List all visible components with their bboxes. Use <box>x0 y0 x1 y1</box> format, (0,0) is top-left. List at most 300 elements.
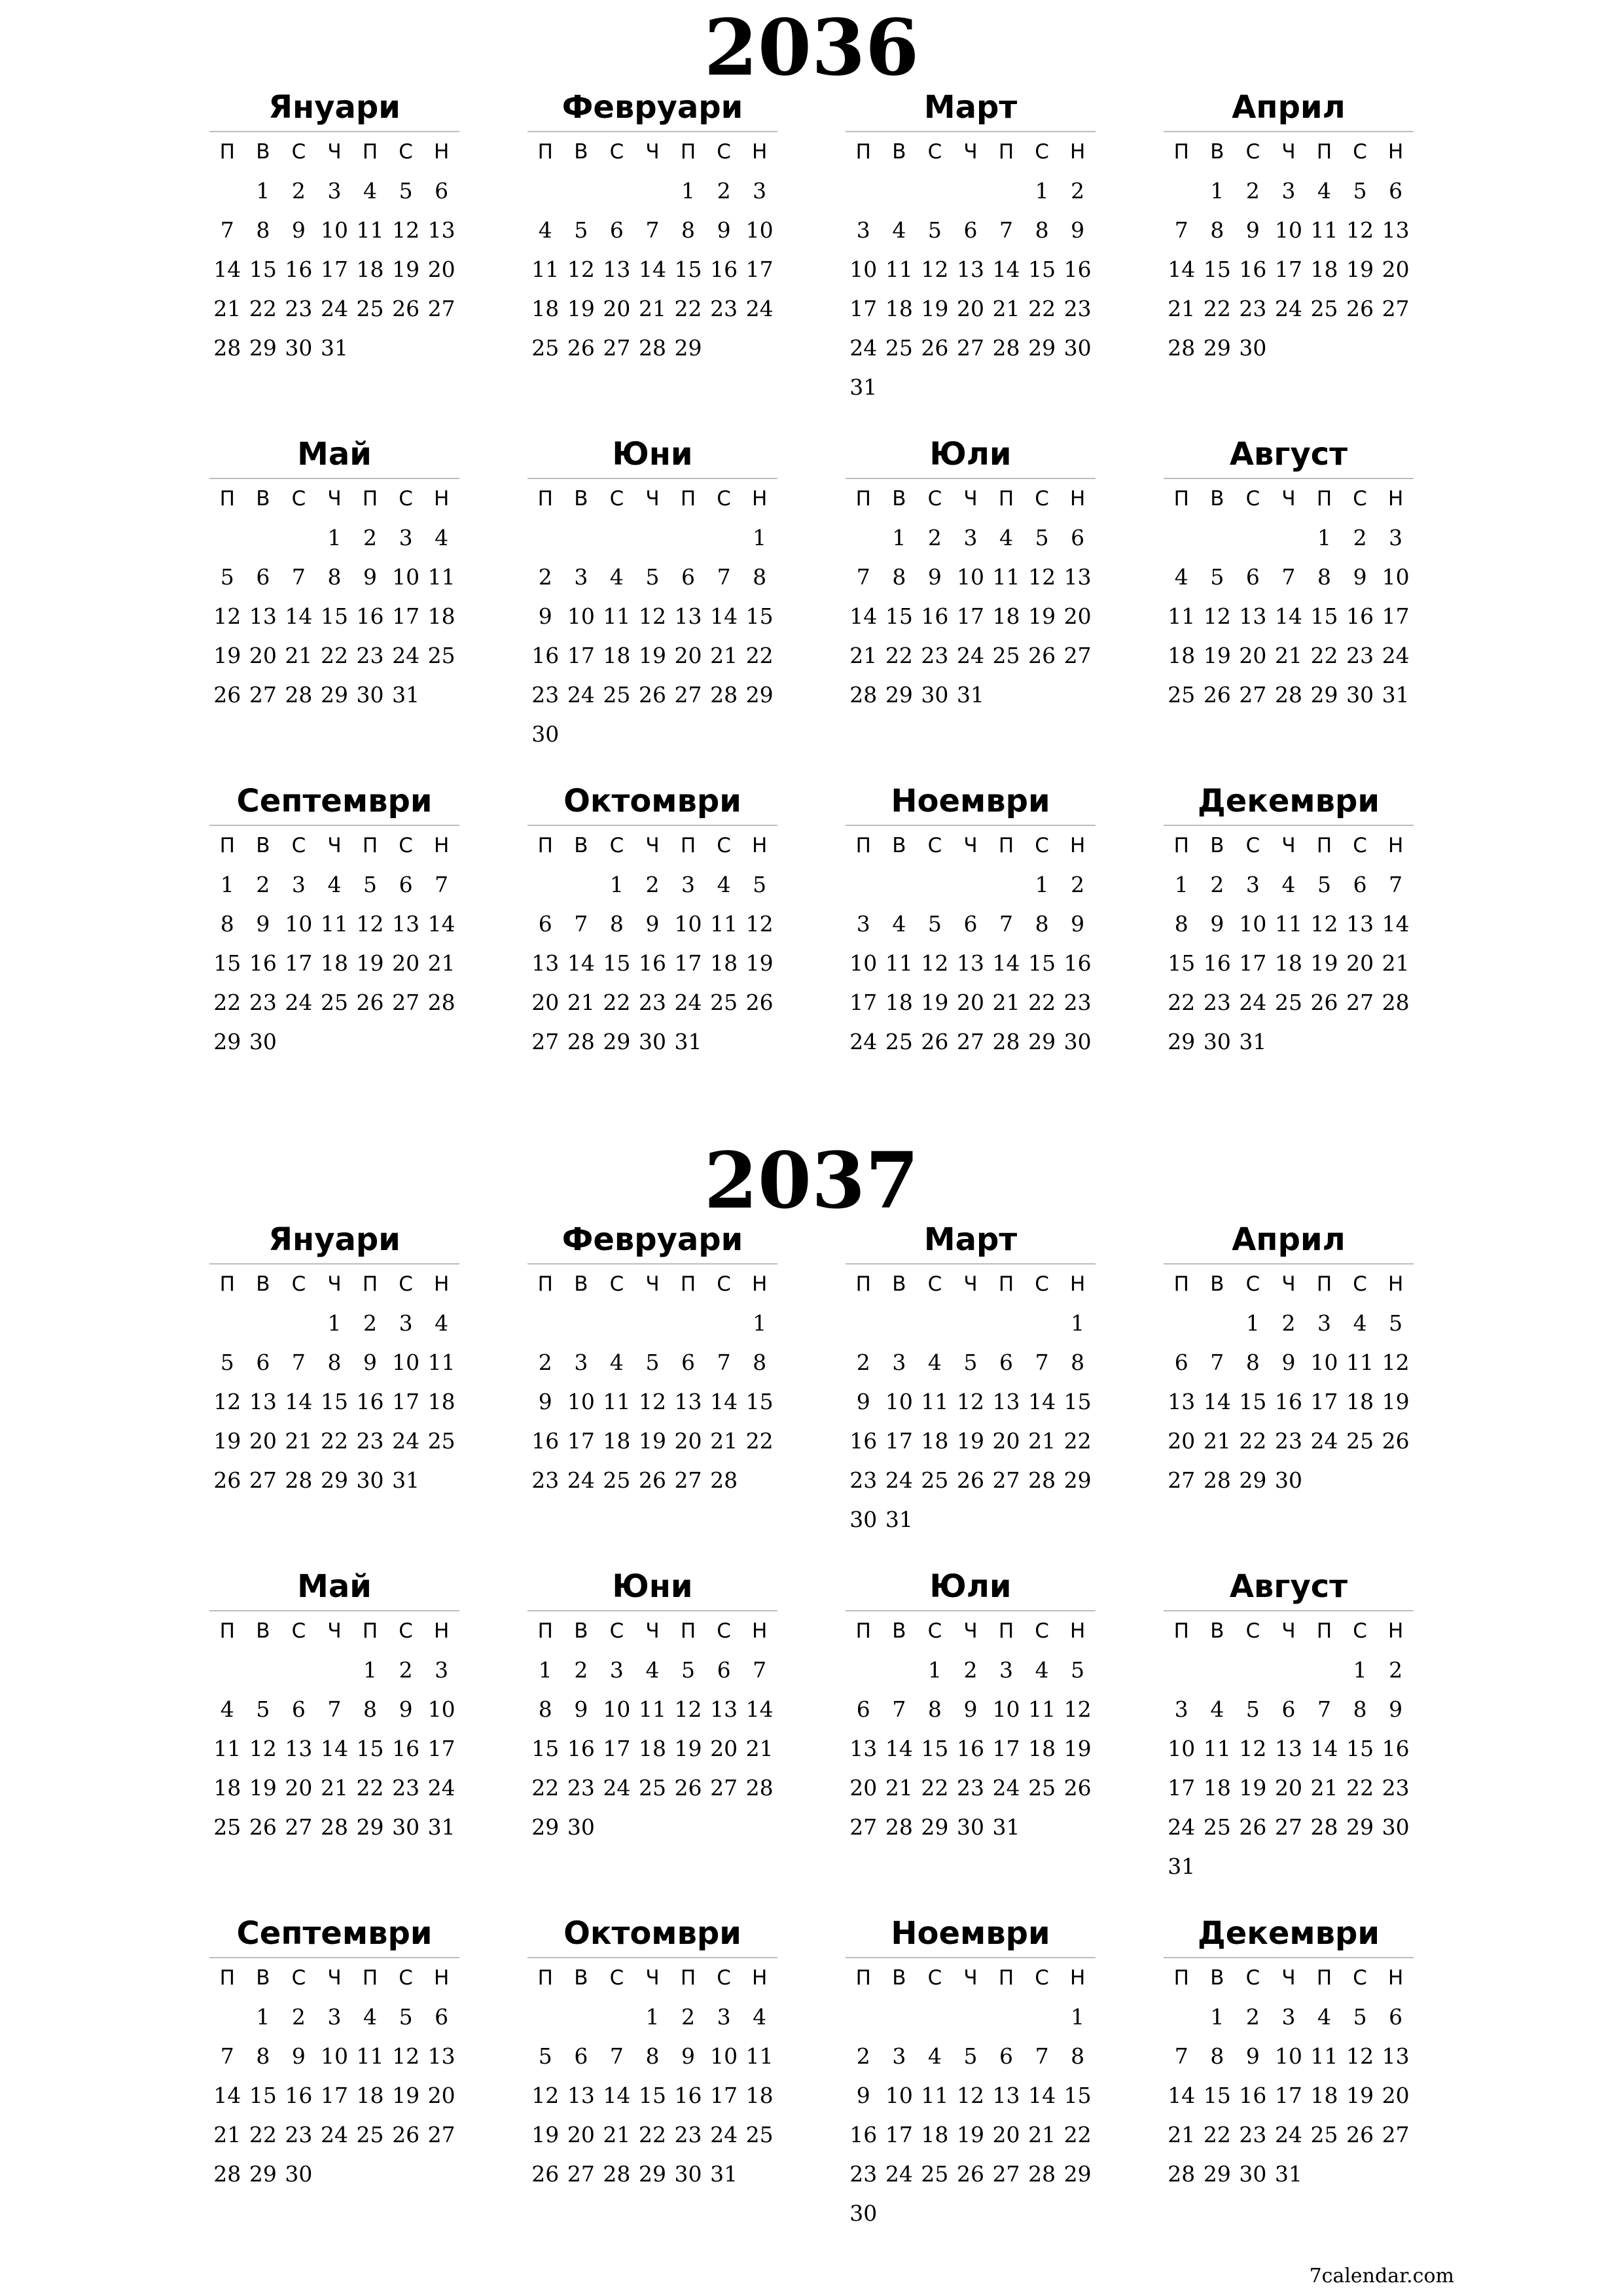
day-cell: 4 <box>892 911 906 937</box>
empty-day-cell <box>209 171 245 211</box>
day-cell: 15 <box>1239 1389 1267 1414</box>
day-cell: 27 <box>956 335 984 361</box>
day-cell: 6 <box>963 911 978 937</box>
day-cell: 7 <box>291 564 306 590</box>
day-cell: 25 <box>531 335 560 361</box>
day-cell: 14 <box>710 1389 738 1414</box>
week-row <box>1164 558 1414 597</box>
day-cell: 27 <box>427 2122 455 2147</box>
weekday-label: Ч <box>963 1619 978 1643</box>
day-cell: 8 <box>256 2043 270 2069</box>
day-cell: 21 <box>1274 643 1302 668</box>
weekday-label: В <box>256 834 270 857</box>
weekday-label: Н <box>752 1272 768 1296</box>
day-cell: 7 <box>856 564 870 590</box>
day-cell: 27 <box>674 1467 702 1493</box>
day-cell: 17 <box>1274 2083 1302 2108</box>
day-cell: 20 <box>710 1736 738 1761</box>
weekday-label: Н <box>1070 140 1086 164</box>
month-block <box>846 1915 1096 2233</box>
weekday-label: Н <box>752 1619 768 1643</box>
day-cell: 13 <box>249 603 277 629</box>
day-cell: 8 <box>753 564 767 590</box>
weekday-label: П <box>855 140 871 164</box>
day-cell: 18 <box>1310 257 1338 282</box>
week-row <box>209 1022 459 1062</box>
day-cell: 13 <box>674 603 702 629</box>
day-cell: 26 <box>638 682 666 708</box>
day-cell: 24 <box>885 1467 913 1493</box>
day-cell: 5 <box>681 1657 696 1683</box>
day-cell: 28 <box>849 682 878 708</box>
day-cell: 24 <box>1382 643 1410 668</box>
day-cell: 20 <box>1346 950 1374 976</box>
week-row <box>846 1343 1096 1382</box>
day-cell: 26 <box>1028 643 1056 668</box>
day-cell: 24 <box>320 296 348 321</box>
day-cell: 11 <box>427 564 455 590</box>
month-block <box>209 785 459 1062</box>
day-cell: 8 <box>256 217 270 243</box>
empty-day-cell <box>846 1304 882 1343</box>
weekday-header <box>1164 479 1414 518</box>
day-cell: 13 <box>285 1736 313 1761</box>
day-cell: 19 <box>1239 1775 1267 1801</box>
day-cell: 24 <box>567 1467 595 1493</box>
weekday-label: С <box>927 487 942 511</box>
empty-day-cell <box>599 518 635 558</box>
day-cell: 7 <box>327 1696 342 1722</box>
day-cell: 3 <box>892 2043 906 2069</box>
day-cell: 6 <box>1389 178 1403 204</box>
weekday-label: Н <box>434 1619 450 1643</box>
day-cell: 28 <box>992 1029 1020 1054</box>
day-cell: 19 <box>745 950 774 976</box>
day-cell: 8 <box>1071 2043 1085 2069</box>
day-cell: 23 <box>1239 296 1267 321</box>
day-cell: 6 <box>717 1657 731 1683</box>
month-name: Юни <box>612 1568 693 1605</box>
empty-day-cell <box>635 518 671 558</box>
weekday-header <box>209 1611 459 1651</box>
day-cell: 10 <box>849 950 878 976</box>
day-cell: 25 <box>427 1428 455 1454</box>
empty-day-cell <box>209 518 245 558</box>
month-name: Април <box>1232 89 1346 126</box>
day-cell: 22 <box>674 296 702 321</box>
empty-day-cell <box>1306 1461 1342 1500</box>
day-cell: 13 <box>1063 564 1092 590</box>
empty-day-cell <box>1342 1022 1378 1062</box>
day-cell: 5 <box>1035 525 1049 550</box>
empty-day-cell <box>953 1500 989 1539</box>
day-cell: 13 <box>992 2083 1020 2108</box>
empty-day-cell <box>670 1808 706 1847</box>
day-cell: 10 <box>603 1696 631 1722</box>
empty-day-cell <box>1271 1022 1307 1062</box>
day-cell: 21 <box>992 296 1020 321</box>
day-cell: 4 <box>753 2004 767 2030</box>
day-cell: 6 <box>963 217 978 243</box>
weekday-header <box>1164 132 1414 171</box>
weekday-header <box>209 1265 459 1304</box>
day-cell: 11 <box>603 1389 631 1414</box>
day-cell: 13 <box>427 217 455 243</box>
day-cell: 29 <box>921 1814 949 1840</box>
weekday-label: П <box>1316 1619 1332 1643</box>
week-row <box>209 1304 459 1343</box>
empty-day-cell <box>706 1022 742 1062</box>
day-cell: 6 <box>435 178 449 204</box>
day-cell: 27 <box>603 335 631 361</box>
empty-day-cell <box>388 1022 424 1062</box>
day-cell: 1 <box>538 1657 552 1683</box>
weekday-label: Н <box>434 140 450 164</box>
day-cell: 17 <box>674 950 702 976</box>
day-cell: 15 <box>603 950 631 976</box>
week-row <box>209 2115 459 2155</box>
day-cell: 1 <box>220 872 234 897</box>
empty-day-cell <box>1164 1998 1200 2037</box>
empty-day-cell <box>1378 1461 1414 1500</box>
weekday-label: П <box>855 1966 871 1990</box>
day-cell: 15 <box>213 950 241 976</box>
day-cell: 3 <box>856 217 870 243</box>
day-cell: 2 <box>963 1657 978 1683</box>
weekday-label: С <box>291 1619 306 1643</box>
week-row <box>527 1022 777 1062</box>
day-cell: 1 <box>927 1657 942 1683</box>
month-name: Юли <box>929 436 1012 473</box>
week-row <box>1164 1651 1414 1690</box>
day-cell: 8 <box>753 1350 767 1375</box>
month-block <box>209 1221 459 1500</box>
day-cell: 9 <box>1071 911 1085 937</box>
day-cell: 14 <box>1382 911 1410 937</box>
weekday-label: П <box>680 140 696 164</box>
weekday-label: Н <box>1388 1272 1404 1296</box>
empty-day-cell <box>563 715 599 754</box>
day-cell: 25 <box>1310 2122 1338 2147</box>
day-cell: 21 <box>1168 296 1196 321</box>
day-cell: 21 <box>1310 1775 1338 1801</box>
empty-day-cell <box>1200 1651 1236 1690</box>
day-cell: 13 <box>392 911 420 937</box>
day-cell: 17 <box>992 1736 1020 1761</box>
weekday-header <box>846 1958 1096 1998</box>
day-cell: 11 <box>992 564 1020 590</box>
day-cell: 6 <box>1353 872 1367 897</box>
weekday-label: С <box>717 140 731 164</box>
day-cell: 2 <box>1389 1657 1403 1683</box>
weekday-label: Ч <box>327 140 342 164</box>
empty-day-cell <box>706 329 742 368</box>
weekday-label: П <box>537 1966 553 1990</box>
empty-day-cell <box>846 1998 882 2037</box>
day-cell: 29 <box>249 2161 277 2187</box>
weekday-header <box>527 826 777 865</box>
empty-day-cell <box>599 715 635 754</box>
day-cell: 26 <box>392 2122 420 2147</box>
week-row <box>209 865 459 905</box>
month-block <box>846 1568 1096 1847</box>
day-cell: 30 <box>392 1814 420 1840</box>
weekday-label: П <box>219 140 235 164</box>
weekday-label: Ч <box>645 1272 660 1296</box>
day-cell: 7 <box>645 217 660 243</box>
weekday-label: П <box>219 1966 235 1990</box>
empty-day-cell <box>882 2194 918 2233</box>
week-row <box>846 2076 1096 2115</box>
day-cell: 26 <box>1239 1814 1267 1840</box>
week-row <box>1164 329 1414 368</box>
day-cell: 19 <box>1203 643 1231 668</box>
day-cell: 22 <box>745 1428 774 1454</box>
empty-day-cell <box>209 1651 245 1690</box>
empty-day-cell <box>1378 2155 1414 2194</box>
day-cell: 27 <box>1382 2122 1410 2147</box>
empty-day-cell <box>706 1808 742 1847</box>
weekday-header <box>1164 826 1414 865</box>
day-cell: 22 <box>249 296 277 321</box>
weekday-label: П <box>1316 1966 1332 1990</box>
month-name: Декември <box>1197 783 1380 819</box>
week-row <box>527 2155 777 2194</box>
day-cell: 18 <box>921 2122 949 2147</box>
day-cell: 17 <box>956 603 984 629</box>
day-cell: 20 <box>1063 603 1092 629</box>
day-cell: 15 <box>921 1736 949 1761</box>
day-cell: 9 <box>399 1696 413 1722</box>
day-cell: 1 <box>1071 2004 1085 2030</box>
day-cell: 17 <box>885 1428 913 1454</box>
day-cell: 25 <box>1168 682 1196 708</box>
weekday-label: С <box>609 487 624 511</box>
weekday-label: П <box>680 1619 696 1643</box>
day-cell: 11 <box>638 1696 666 1722</box>
month-block <box>846 785 1096 1062</box>
day-cell: 12 <box>1063 1696 1092 1722</box>
day-cell: 15 <box>249 2083 277 2108</box>
weekday-label: П <box>219 834 235 857</box>
day-cell: 23 <box>710 296 738 321</box>
week-row <box>209 983 459 1022</box>
weekday-label: Ч <box>645 1966 660 1990</box>
day-cell: 31 <box>849 374 878 400</box>
day-cell: 7 <box>1389 872 1403 897</box>
day-cell: 8 <box>1174 911 1188 937</box>
month-name: Октомври <box>563 1915 741 1952</box>
day-cell: 4 <box>1353 1310 1367 1336</box>
day-cell: 2 <box>1071 872 1085 897</box>
day-cell: 5 <box>645 1350 660 1375</box>
day-cell: 22 <box>356 1775 384 1801</box>
month-block <box>1164 1915 1414 2194</box>
day-cell: 11 <box>356 2043 384 2069</box>
day-cell: 5 <box>256 1696 270 1722</box>
day-cell: 24 <box>1310 1428 1338 1454</box>
day-cell: 19 <box>638 1428 666 1454</box>
day-cell: 27 <box>1346 990 1374 1015</box>
month-name: Ноември <box>891 783 1050 819</box>
empty-day-cell <box>741 329 777 368</box>
day-cell: 2 <box>856 1350 870 1375</box>
empty-day-cell <box>1306 329 1342 368</box>
week-row <box>846 1729 1096 1768</box>
month-block <box>209 89 459 368</box>
day-cell: 14 <box>992 257 1020 282</box>
day-cell: 18 <box>885 296 913 321</box>
day-cell: 7 <box>1317 1696 1332 1722</box>
weekday-header <box>209 1958 459 1998</box>
day-cell: 13 <box>956 950 984 976</box>
day-cell: 29 <box>674 335 702 361</box>
weekday-label: В <box>892 834 906 857</box>
weekday-label: П <box>1173 140 1189 164</box>
empty-day-cell <box>1235 1847 1271 1886</box>
weekday-label: Н <box>1388 140 1404 164</box>
empty-day-cell <box>1164 1651 1200 1690</box>
day-cell: 27 <box>249 682 277 708</box>
day-cell: 24 <box>392 1428 420 1454</box>
day-cell: 4 <box>1174 564 1188 590</box>
day-cell: 18 <box>1203 1775 1231 1801</box>
empty-day-cell <box>917 171 953 211</box>
day-cell: 9 <box>1281 1350 1296 1375</box>
day-cell: 1 <box>1317 525 1332 550</box>
empty-day-cell <box>670 518 706 558</box>
day-cell: 24 <box>392 643 420 668</box>
day-cell: 23 <box>849 1467 878 1493</box>
weekday-label: П <box>998 487 1014 511</box>
day-cell: 6 <box>856 1696 870 1722</box>
empty-day-cell <box>635 1304 671 1343</box>
day-cell: 26 <box>1310 990 1338 1015</box>
weekday-label: С <box>717 1619 731 1643</box>
day-cell: 6 <box>1071 525 1085 550</box>
day-cell: 9 <box>1071 217 1085 243</box>
day-cell: 17 <box>285 950 313 976</box>
week-row <box>527 329 777 368</box>
day-cell: 14 <box>745 1696 774 1722</box>
day-cell: 1 <box>1174 872 1188 897</box>
empty-day-cell <box>953 368 989 407</box>
day-cell: 3 <box>1281 178 1296 204</box>
day-cell: 5 <box>1071 1657 1085 1683</box>
day-cell: 8 <box>327 564 342 590</box>
day-cell: 4 <box>717 872 731 897</box>
weekday-label: С <box>1353 487 1367 511</box>
week-row <box>1164 1690 1414 1729</box>
empty-day-cell <box>953 1998 989 2037</box>
week-row <box>846 1304 1096 1343</box>
week-row <box>1164 211 1414 250</box>
day-cell: 1 <box>1035 178 1049 204</box>
week-row <box>846 1461 1096 1500</box>
day-cell: 26 <box>745 990 774 1015</box>
empty-day-cell <box>846 518 882 558</box>
day-cell: 7 <box>1174 217 1188 243</box>
weekday-label: С <box>1353 834 1367 857</box>
empty-day-cell <box>1378 1847 1414 1886</box>
day-cell: 4 <box>327 872 342 897</box>
empty-day-cell <box>846 865 882 905</box>
week-row <box>846 1651 1096 1690</box>
day-cell: 29 <box>1028 1029 1056 1054</box>
day-cell: 6 <box>681 564 696 590</box>
empty-day-cell <box>1271 329 1307 368</box>
day-cell: 28 <box>285 1467 313 1493</box>
day-cell: 11 <box>921 1389 949 1414</box>
day-cell: 26 <box>1063 1775 1092 1801</box>
week-row <box>209 2037 459 2076</box>
day-cell: 23 <box>285 2122 313 2147</box>
day-cell: 26 <box>956 2161 984 2187</box>
week-row <box>1164 1729 1414 1768</box>
day-cell: 13 <box>1239 603 1267 629</box>
day-cell: 6 <box>1389 2004 1403 2030</box>
weekday-label: В <box>1210 1272 1224 1296</box>
day-cell: 21 <box>885 1775 913 1801</box>
day-cell: 2 <box>256 872 270 897</box>
day-cell: 12 <box>956 2083 984 2108</box>
day-cell: 6 <box>681 1350 696 1375</box>
month-block <box>209 1915 459 2194</box>
day-cell: 14 <box>1310 1736 1338 1761</box>
day-cell: 22 <box>921 1775 949 1801</box>
day-cell: 12 <box>638 1389 666 1414</box>
day-cell: 17 <box>567 643 595 668</box>
day-cell: 31 <box>320 335 348 361</box>
day-cell: 19 <box>956 1428 984 1454</box>
month-name: Юли <box>929 1568 1012 1605</box>
week-row <box>846 1422 1096 1461</box>
empty-day-cell <box>988 368 1024 407</box>
day-cell: 14 <box>285 603 313 629</box>
day-cell: 8 <box>1071 1350 1085 1375</box>
weekday-label: С <box>1245 1272 1260 1296</box>
day-cell: 29 <box>1063 1467 1092 1493</box>
week-row <box>209 1461 459 1500</box>
empty-day-cell <box>423 1461 459 1500</box>
week-row <box>846 597 1096 636</box>
day-cell: 16 <box>567 1736 595 1761</box>
day-cell: 28 <box>1168 2161 1196 2187</box>
day-cell: 15 <box>356 1736 384 1761</box>
day-cell: 9 <box>717 217 731 243</box>
day-cell: 19 <box>1346 257 1374 282</box>
day-cell: 17 <box>392 603 420 629</box>
empty-day-cell <box>599 1304 635 1343</box>
day-cell: 28 <box>567 1029 595 1054</box>
day-cell: 26 <box>921 335 949 361</box>
day-cell: 11 <box>1310 2043 1338 2069</box>
day-cell: 3 <box>609 1657 624 1683</box>
day-cell: 2 <box>574 1657 588 1683</box>
day-cell: 5 <box>399 178 413 204</box>
day-cell: 26 <box>674 1775 702 1801</box>
day-cell: 12 <box>213 603 241 629</box>
week-row <box>1164 2076 1414 2115</box>
weekday-label: П <box>537 834 553 857</box>
day-cell: 6 <box>538 911 552 937</box>
empty-day-cell <box>1024 1808 1060 1847</box>
day-cell: 17 <box>567 1428 595 1454</box>
day-cell: 11 <box>603 603 631 629</box>
day-cell: 5 <box>927 911 942 937</box>
day-cell: 26 <box>213 682 241 708</box>
empty-day-cell <box>917 2194 953 2233</box>
